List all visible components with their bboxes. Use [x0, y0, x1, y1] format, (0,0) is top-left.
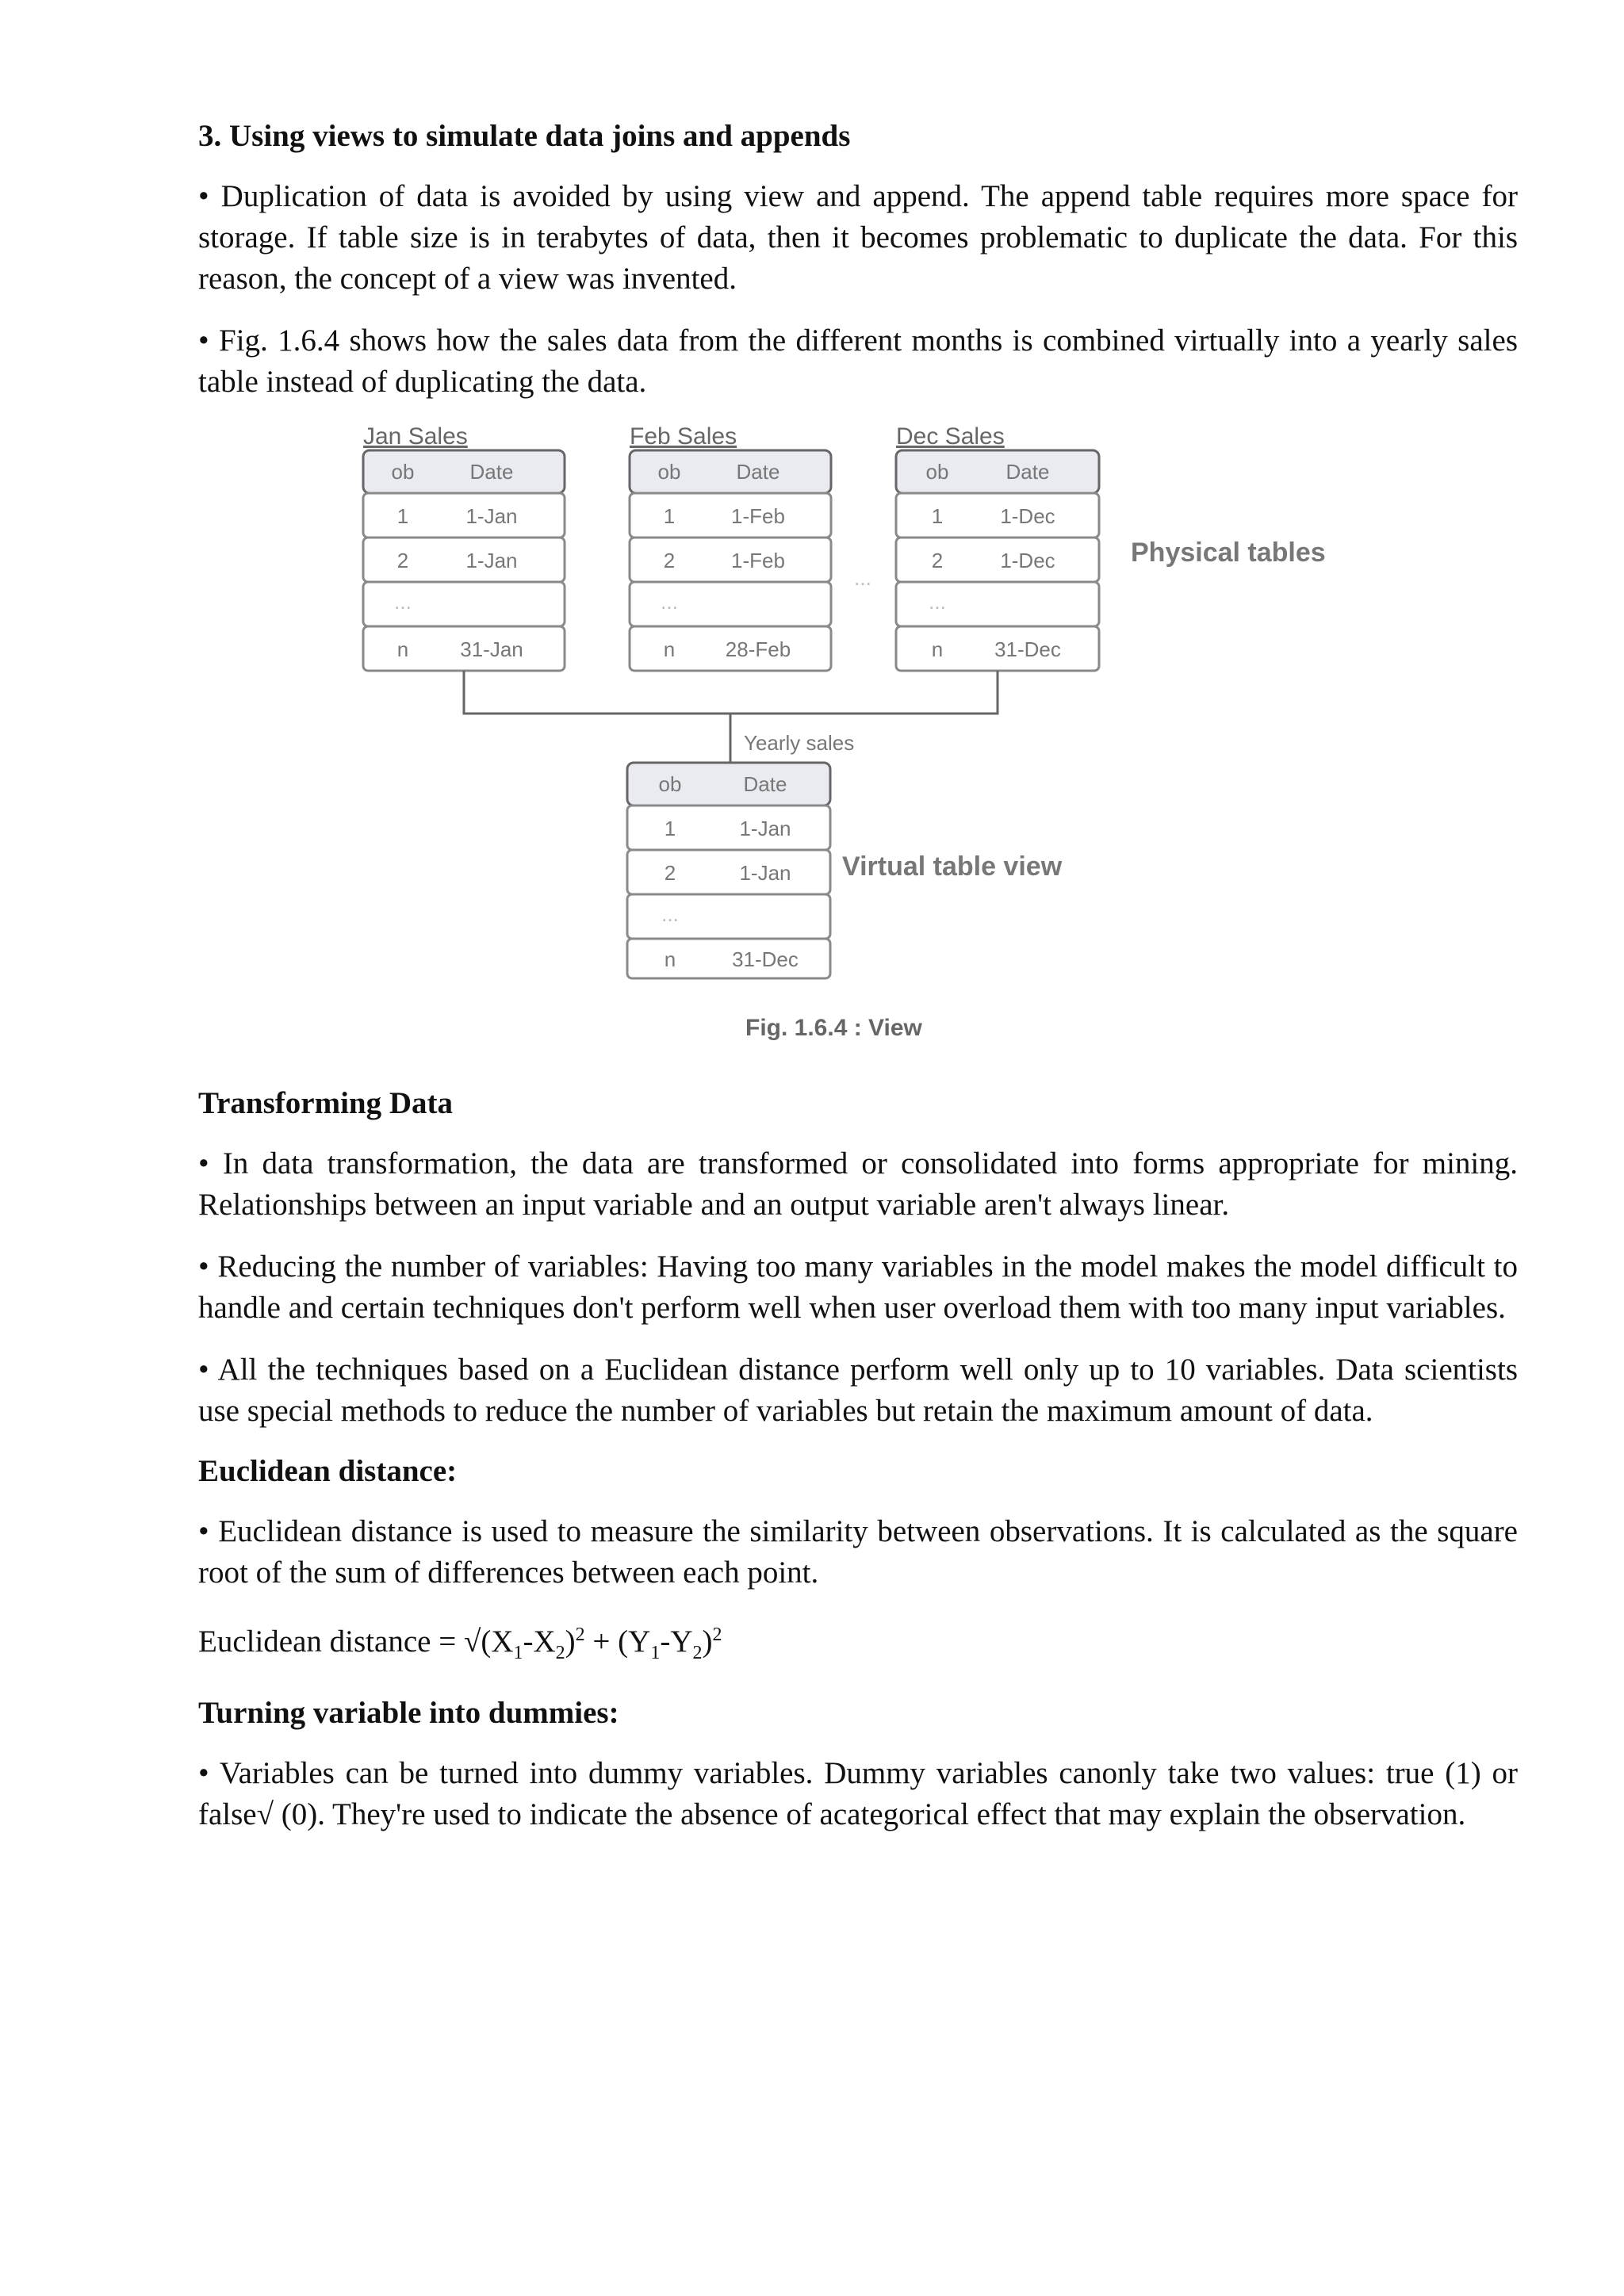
dec-cell: n	[931, 637, 944, 661]
dec-cell: 1	[931, 504, 944, 528]
jan-cell: 1-Jan	[465, 504, 518, 528]
euclidean-paragraph: • Euclidean distance is used to measure the similarity between observations. It is calculated as the square root of the sum of differences between each point.	[198, 1514, 1518, 1590]
view-diagram	[198, 419, 1518, 1069]
physical-tables-label: Physical tables	[1131, 538, 1326, 568]
section-paragraph-2: • Fig. 1.6.4 shows how the sales data from the different months is combined virtually into a yearly sales table instead of duplicating the data.	[198, 323, 1518, 399]
feb-cell: 1	[663, 504, 676, 528]
dec-cell: 31-Dec	[994, 637, 1061, 661]
jan-cell: 1	[396, 504, 409, 528]
jan-header-ob: ob	[391, 460, 415, 484]
between-tables-ellipsis: ...	[854, 566, 871, 590]
jan-cell: 31-Jan	[460, 637, 523, 661]
dec-header-date: Date	[1005, 460, 1050, 484]
dec-cell: 1-Dec	[1000, 549, 1055, 572]
jan-cell: 1-Jan	[465, 549, 518, 572]
view-header-ob: ob	[658, 772, 682, 796]
view-cell: 1-Jan	[739, 861, 791, 885]
feb-sales-title: Feb Sales	[630, 423, 737, 450]
virtual-view-table	[627, 763, 830, 978]
view-cell: 2	[664, 861, 676, 885]
euclidean-formula: Euclidean distance = $√(X_1-X_2)^2 + (Y_1-Y_2)^2$	[198, 1624, 722, 1663]
dec-sales-title: Dec Sales	[896, 423, 1005, 450]
dec-cell: 2	[931, 549, 944, 572]
jan-header-date: Date	[469, 460, 514, 484]
section-paragraph-1: • Duplication of data is avoided by using view and append. The append table requires more space for storage. If table size is in terabytes of data, then it becomes problematic to duplicate the data. For this reason, the concept of a view was invented.	[198, 179, 1518, 296]
view-cell: n	[664, 947, 676, 971]
merge-connector	[464, 671, 998, 714]
view-cell: 1-Jan	[739, 817, 791, 840]
feb-cell: 2	[663, 549, 676, 572]
feb-cell: 1-Feb	[731, 504, 785, 528]
dummies-heading: Turning variable into dummies:	[198, 1695, 619, 1730]
figure-caption: Fig. 1.6.4 : View	[745, 1015, 922, 1041]
feb-header-date: Date	[736, 460, 780, 484]
dec-header-ob: ob	[925, 460, 949, 484]
jan-sales-title: Jan Sales	[363, 423, 468, 450]
transforming-paragraph-1: • In data transformation, the data are transformed or consolidated into forms appropriate for mining. Relationships between an input variable and an output variable aren't always linear.	[198, 1146, 1518, 1222]
euclidean-heading: Euclidean distance:	[198, 1454, 458, 1488]
jan-cell: ...	[394, 590, 412, 614]
document-page	[198, 111, 1518, 1835]
feb-cell: 28-Feb	[725, 637, 791, 661]
view-cell: 31-Dec	[732, 947, 799, 971]
feb-header-ob: ob	[657, 460, 681, 484]
view-cell: ...	[661, 902, 679, 926]
view-figure	[198, 419, 1518, 1069]
feb-cell: n	[663, 637, 676, 661]
dec-cell: 1-Dec	[1000, 504, 1055, 528]
feb-cell: ...	[661, 590, 678, 614]
view-cell: 1	[664, 817, 676, 840]
yearly-sales-label: Yearly sales	[744, 731, 855, 755]
jan-cell: 2	[396, 549, 409, 572]
dummies-paragraph: • Variables can be turned into dummy variables. Dummy variables canonly take two values: true (1) or false√ (0). They're used to indicate the absence of acategorical effect that may explain the observation.	[198, 1755, 1518, 1831]
transforming-paragraph-3: • All the techniques based on a Euclidean distance perform well only up to 10 variables. Data scientists use special methods to reduce the number of variables but retain the maximum amount of data.	[198, 1353, 1518, 1428]
feb-cell: 1-Feb	[731, 549, 785, 572]
dec-cell: ...	[929, 590, 946, 614]
transforming-heading: Transforming Data	[198, 1086, 454, 1120]
view-header-date: Date	[743, 772, 787, 796]
section-heading: 3. Using views to simulate data joins and appends	[198, 119, 851, 153]
transforming-paragraph-2: • Reducing the number of variables: Having too many variables in the model makes the model difficult to handle and certain techniques don't perform well when user overload them with too many input variables.	[198, 1249, 1518, 1325]
virtual-table-label: Virtual table view	[842, 851, 1063, 882]
jan-cell: n	[396, 637, 409, 661]
